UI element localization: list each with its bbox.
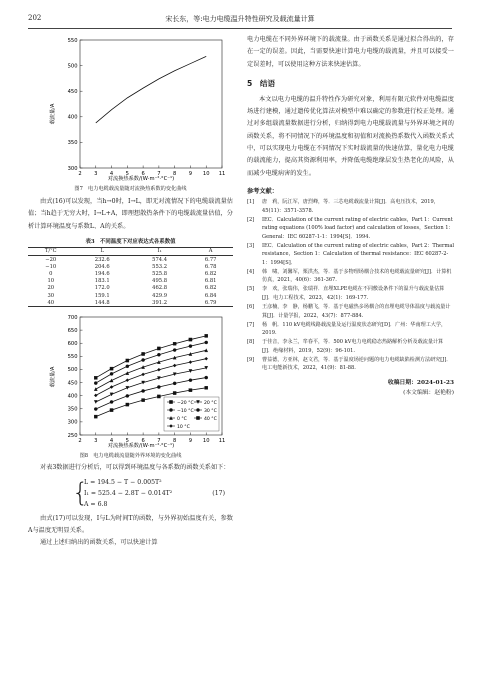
x-tick-label: 9	[188, 171, 193, 177]
table-cell: 6.79	[204, 299, 217, 306]
paragraph: 由式(17)可以发现，I与L为时间T的函数，与外界初始温度有关，参数A与温度无明显关系。	[28, 514, 233, 534]
x-tick-label: 10	[202, 438, 210, 445]
x-tick-label: 3	[94, 171, 98, 177]
equation-number: (17)	[212, 489, 225, 497]
x-tick-label: 6	[141, 171, 145, 177]
x-tick-label: 9	[188, 438, 193, 445]
x-tick-label: 7	[157, 171, 161, 177]
reference-number: [4]	[247, 268, 255, 275]
x-tick-label: 7	[157, 438, 161, 445]
table-cell: 6.82	[204, 285, 217, 292]
paragraph: 对表3数据进行分析后，可以得到环境温度与各系数的函数关系如下：	[40, 464, 230, 472]
y-tick-label: 550	[67, 354, 78, 361]
x-tick-label: 6	[141, 438, 145, 445]
table-row	[28, 292, 233, 299]
data-point	[142, 390, 145, 393]
y-tick-label: 450	[67, 380, 78, 387]
received-date: 收稿日期：2024-01-23	[387, 379, 454, 386]
x-axis-label: 对流换热系数/(W·m⁻²·°C⁻¹)	[107, 176, 175, 182]
paragraph: 电力电缆在不同外界环境下的载流量。由于函数关系是通过拟合得出的，存在一定的误差。因此，当需要快速计算电力电缆的载流量，并且可以接受一定误差时，可以使用这种方法来快速估算。	[247, 36, 454, 68]
table-cell: 183.1	[94, 278, 110, 285]
table-cell: 6.82	[204, 271, 217, 278]
x-tick-label: 11	[218, 171, 226, 177]
figure-8	[28, 311, 233, 459]
table-cell: 194.6	[94, 271, 110, 278]
running-title: 宋长东，等:电力电缆温升特性研究及载流量计算	[165, 15, 315, 23]
legend-label: −10 °C	[177, 409, 194, 415]
table-row	[28, 263, 233, 270]
data-point	[126, 403, 129, 406]
x-tick-label: 4	[109, 438, 114, 445]
y-tick-label: 350	[67, 140, 78, 147]
data-point	[173, 343, 176, 346]
table-header-cell: L	[100, 248, 104, 255]
data-point	[189, 389, 192, 392]
reference-number: [6]	[247, 304, 255, 311]
reference-item	[247, 216, 454, 242]
x-axis-label: 对流换热系数/(W·m⁻²·°C⁻¹)	[107, 443, 175, 450]
reference-text: 于佳音，李永兰，牟春平，等．500 kV电力电缆稳态热路解析分析及载流量计算[J]．绝缘材料，2019，52(9)：96-101.	[262, 339, 444, 354]
table-cell: 6.81	[204, 278, 217, 285]
data-point	[94, 408, 97, 411]
data-point	[110, 409, 113, 412]
left-column	[28, 34, 233, 550]
data-point	[157, 395, 160, 398]
page-number: 202	[28, 14, 42, 22]
data-point	[110, 367, 113, 370]
data-point	[110, 373, 113, 376]
table-cell: 30	[47, 292, 55, 299]
table-cell: 10	[47, 278, 55, 285]
reference-text: 韩 啸，刘馨军，栗洪杰，等．基于多物理场耦合技术的电缆载流量研究[J]．计算机仿真，2021，40(6)：361-367.	[262, 268, 452, 284]
legend-label: 0 °C	[177, 417, 187, 423]
legend-label: 40 °C	[204, 417, 217, 423]
table-cell: 553.2	[152, 263, 168, 270]
reference-list	[247, 198, 454, 373]
reference-text: IEC．Calculation of the current rating of electric cables，Part 1：Current rating equations (100% load factor) and calculation of losses，Section 1：General：IEC 60287-1-1：1994[S]．1994.	[262, 216, 454, 240]
data-point	[94, 388, 97, 391]
table-row	[28, 285, 233, 292]
page-header	[28, 14, 452, 28]
reference-item	[247, 268, 454, 285]
paragraph: 由式(16)可以发现，当h→0时，I→L，即无对流情况下的电缆载流量估值；当h趋于无穷大时，I→L+A，即理想散热条件下的电缆载流量估值，分析计算环境温度与系数L、A的关系。	[28, 198, 233, 230]
figure-7	[28, 34, 233, 192]
table-cell: 429.9	[152, 292, 168, 299]
reference-text: IEC．Calculation of the current rating of electric cables，Part 2：Thermal resistance，Section 1：Calculation of thermal resistance：IEC 60287-2-1：1994[S]．	[262, 242, 454, 266]
table-cell: 20	[47, 285, 55, 292]
reference-item	[247, 356, 454, 373]
data-point	[205, 387, 208, 390]
y-tick-label: 700	[67, 315, 78, 322]
equation-lines	[84, 477, 172, 510]
data-point	[157, 347, 160, 350]
y-tick-label: 250	[67, 433, 78, 440]
figure-8-chart	[28, 311, 233, 451]
data-point	[205, 335, 208, 338]
table-3	[28, 247, 233, 308]
series-line	[96, 56, 206, 123]
y-tick-label: 600	[67, 341, 78, 348]
data-point	[94, 377, 97, 380]
reference-number: [3]	[247, 242, 255, 249]
y-tick-label: 350	[67, 406, 78, 413]
table-cell: 6.84	[204, 292, 217, 299]
equation-17	[28, 476, 233, 512]
data-point	[142, 353, 145, 356]
table-row	[28, 270, 233, 277]
figure-7-chart	[28, 34, 233, 184]
table-cell: 159.1	[94, 292, 110, 299]
data-point	[189, 345, 192, 348]
table-3-caption: 表3 不同温度下对应表达式各系数值	[85, 238, 176, 245]
table-header-cell: A	[208, 248, 213, 255]
x-tick-label: 5	[125, 438, 129, 445]
legend-label: 20 °C	[204, 401, 217, 407]
x-tick-label: 10	[202, 171, 210, 177]
x-tick-label: 8	[173, 171, 177, 177]
data-point	[126, 359, 129, 362]
data-point	[189, 361, 192, 364]
x-tick-label: 11	[218, 438, 226, 445]
table-cell: 144.8	[94, 299, 110, 306]
data-point	[94, 415, 97, 418]
reference-item	[247, 321, 454, 338]
data-point	[126, 379, 129, 382]
figure-7-caption: 图7 电力电缆载流量随对流换热系数的变化曲线	[74, 186, 187, 192]
legend-marker	[196, 417, 199, 420]
data-point	[142, 359, 145, 362]
reference-number: [1]	[247, 198, 255, 205]
table-header-row	[28, 247, 233, 255]
data-point	[173, 392, 176, 395]
x-tick-label: 2	[78, 171, 82, 177]
references-heading: 参考文献：	[247, 187, 278, 195]
x-tick-label: 2	[78, 438, 82, 445]
table-header-cell: I₁	[157, 248, 162, 255]
equation-line: I₁ = 525.4 − 2.8T − 0.014T²	[84, 489, 173, 497]
header-rule	[28, 28, 452, 29]
legend-marker	[196, 409, 199, 412]
legend-marker	[169, 409, 172, 412]
reference-text: 唐 莉，阮江军，唐烈峰，等．三芯电缆载流量计算[J]．高电压技术，2019，45(11)：3571-3578.	[262, 198, 439, 214]
data-point	[205, 341, 208, 344]
equation-line: A = 6.8	[84, 500, 108, 508]
table-cell: 525.8	[152, 271, 168, 278]
reference-item	[247, 338, 454, 355]
data-point	[94, 394, 97, 397]
y-axis-label: 载流量/A	[50, 366, 56, 388]
y-tick-label: 300	[67, 420, 78, 427]
x-tick-label: 3	[94, 438, 98, 445]
table-cell: 6.78	[204, 263, 217, 270]
legend-label: −20 °C	[177, 401, 194, 407]
reference-text: 王彦楠，李 静，杨鹏飞，等．基于电磁热多场耦合的直埋电缆导体温度与载流量计算[J]．计量学报，2022，43(7)：877-884.	[262, 304, 451, 319]
y-tick-label: 450	[67, 89, 78, 95]
table-cell: −20	[45, 256, 57, 263]
data-point	[157, 368, 160, 371]
reference-number: [5]	[247, 286, 255, 293]
reference-item	[247, 285, 454, 302]
data-point	[173, 382, 176, 385]
table-cell: 232.6	[94, 256, 110, 263]
data-point	[110, 393, 113, 396]
data-point	[142, 373, 145, 376]
data-point	[142, 399, 145, 402]
paragraph: 本文以电力电缆的温升特性作为研究对象，利用有限元软件对电缆温度场进行建模，通过遗传优化算法对模型中难以确定的参数进行校正处理。通过对多组载流量数据进行分析，归纳得到电力电缆载流量与外界环境之间的函数关系，将不同情况下的环境温度和初值和对流换热系数代入函数关系式中，可以实现电力电缆在不同情况下实时载流量的快速估算，量化电力电缆的载流能力，提高其资源利用率，并降低电缆绝缘层发生热老化的风险，从而减少电缆病害的发生。	[247, 95, 454, 177]
table-cell: 6.77	[204, 256, 217, 263]
legend-label: 30 °C	[204, 409, 217, 415]
y-tick-label: 400	[67, 114, 78, 121]
reference-number: [8]	[247, 339, 255, 346]
x-tick-label: 4	[109, 171, 114, 177]
figure-8-caption: 图8 电力电缆载流量随外界环境的变化曲线	[79, 453, 182, 460]
data-point	[110, 401, 113, 404]
x-tick-label: 5	[125, 171, 129, 177]
data-point	[189, 379, 192, 382]
table-row	[28, 256, 233, 264]
legend-marker	[169, 401, 172, 404]
table-cell: −10	[45, 263, 57, 270]
y-tick-label: 300	[67, 165, 78, 172]
y-axis-label: 载流量/A	[50, 103, 56, 125]
data-point	[157, 354, 160, 357]
data-point	[205, 357, 208, 360]
data-point	[110, 386, 113, 389]
table-cell: 204.6	[94, 263, 110, 270]
table-cell: 172.0	[94, 285, 110, 292]
data-point	[157, 386, 160, 389]
equation-line: L = 194.5 − T − 0.005T²	[84, 478, 162, 486]
y-tick-label: 500	[67, 367, 78, 374]
table-cell: 462.8	[152, 285, 168, 292]
editor-note: (本文编辑：赵艳粉)	[403, 389, 454, 396]
table-cell: 574.4	[152, 256, 168, 263]
table-row	[28, 278, 233, 285]
reference-number: [2]	[247, 216, 255, 223]
y-tick-label: 550	[67, 37, 78, 44]
paragraph: 通过上述归纳出的函数关系，可以快速计算	[40, 539, 158, 547]
table-cell: 40	[47, 299, 55, 306]
data-point	[205, 376, 208, 379]
data-point	[126, 365, 129, 368]
data-point	[173, 364, 176, 367]
reference-item	[247, 303, 454, 320]
table-header-cell: T/°C	[44, 248, 57, 255]
table-cell: 0	[49, 271, 53, 278]
reference-text: 杨 帆．110 kV电缆线路载流量及运行温度状态研究[D]．广州：华南理工大学，2019.	[262, 321, 447, 337]
reference-text: 曹益德，方亚林，赵文君，等．基于温度场逆问题的电力电缆缺陷检测方法研究[J]．电工电能新技术，2022，41(9)：81-88.	[262, 356, 452, 372]
y-tick-label: 500	[67, 63, 78, 70]
reference-number: [9]	[247, 356, 255, 363]
data-point	[94, 401, 97, 404]
table-cell: 391.2	[152, 299, 168, 306]
data-point	[94, 382, 97, 385]
table-cell: 495.8	[152, 278, 168, 285]
reference-item	[247, 198, 454, 215]
reference-item	[247, 242, 454, 268]
legend-label: 10 °C	[177, 425, 190, 431]
section-heading: 5 结语	[247, 78, 276, 88]
reference-number: [7]	[247, 321, 255, 328]
data-point	[110, 379, 113, 382]
equation-brace: {	[72, 477, 89, 508]
reference-text: 李 欢，张瑞伟，张瑞祥．直埋XLPE电缆在不同敷设条件下的温升与载流量估算[J]．电力工程技术，2023，42(1)：169-177.	[262, 286, 445, 302]
y-tick-label: 400	[67, 393, 78, 400]
data-point	[173, 349, 176, 352]
y-tick-label: 650	[67, 328, 78, 335]
table-row	[28, 299, 233, 307]
data-point	[126, 395, 129, 398]
table-body	[28, 256, 233, 307]
data-point	[189, 338, 192, 341]
right-column	[247, 34, 454, 396]
x-tick-label: 8	[173, 438, 177, 445]
